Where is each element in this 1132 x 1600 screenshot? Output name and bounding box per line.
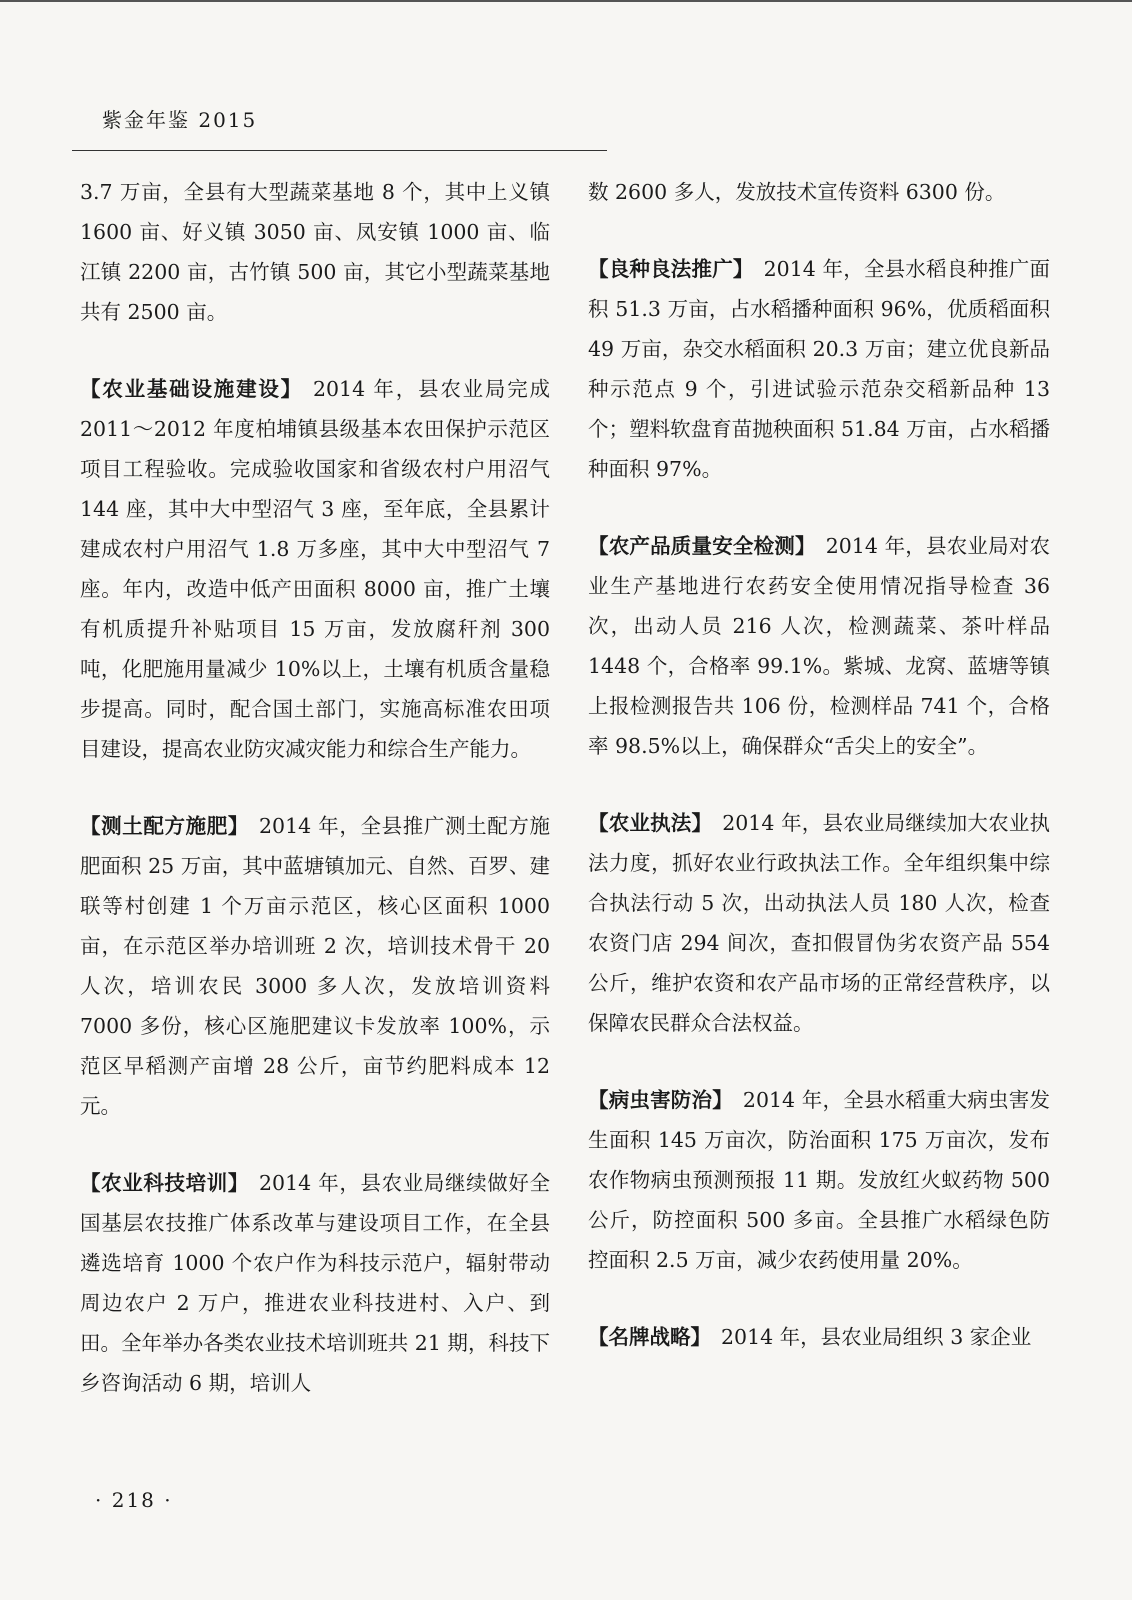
running-header: 紫金年鉴 2015: [102, 108, 258, 132]
paragraph-text: 2014 年，全县推广测土配方施肥面积 25 万亩，其中蓝塘镇加元、自然、百罗、建联等村创建 1 个万亩示范区，核心区面积 1000 亩，在示范区举办培训班 2 次，培训技术骨干 20 人次，培训农民 3000 多人次，发放培训资料 7000 多份，核心区施肥建议卡发放率 100%，示范区早稻测产亩增 28 公斤，亩节约肥料成本 12 元。: [80, 814, 551, 1118]
paragraph: [80, 172, 550, 332]
section-heading: 【病虫害防治】: [588, 1088, 733, 1112]
paragraph-text: 2014 年，县农业局继续做好全国基层农技推广体系改革与建设项目工作，在全县遴选培育 1000 个农户作为科技示范户，辐射带动周边农户 2 万户，推进农业科技进村、入户、到田。全年举办各类农业技术培训班共 21 期，科技下乡咨询活动 6 期，培训人: [80, 1171, 551, 1395]
section-heading: 【农业执法】: [588, 811, 713, 835]
paragraph-text: 2014 年，县农业局组织 3 家企业: [721, 1325, 1032, 1349]
paragraph-text: 2014 年，县农业局完成 2011～2012 年度柏埔镇县级基本农田保护示范区项目工程验收。完成验收国家和省级农村户用沼气 144 座，其中大中型沼气 3 座，至年底，全县累计建成农村户用沼气 1.8 万多座，其中大中型沼气 7 座。年内，改造中低产田面积 8000 亩，推广土壤有机质提升补贴项目 15 万亩，发放腐秆剂 300 吨，化肥施用量减少 10%以上，土壤有机质含量稳步提高。同时，配合国土部门，实施高标准农田项目建设，提高农业防灾减灾能力和综合生产能力。: [80, 377, 551, 761]
paragraph: [588, 172, 1050, 212]
section-heading: 【良种良法推广】: [588, 257, 754, 281]
header-rule: [72, 150, 607, 151]
paragraph: [588, 526, 1050, 766]
section-heading: 【名牌战略】: [588, 1325, 711, 1349]
paragraph-text: 2014 年，县农业局对农业生产基地进行农药安全使用情况指导检查 36 次，出动人员 216 人次，检测蔬菜、茶叶样品 1448 个，合格率 99.1%。紫城、龙窝、蓝塘等镇上报检测报告共 106 份，检测样品 741 个，合格率 98.5%以上，确保群众“舌尖上的安全”。: [588, 534, 1051, 758]
right-column: [588, 172, 1050, 1357]
section-heading: 【农业基础设施建设】: [80, 377, 303, 401]
paragraph: [80, 806, 550, 1126]
paragraph-text: 数 2600 多人，发放技术宣传资料 6300 份。: [588, 180, 1006, 204]
section-heading: 【农产品质量安全检测】: [588, 534, 816, 558]
paragraph-text: 2014 年，县农业局继续加大农业执法力度，抓好农业行政执法工作。全年组织集中综合执法行动 5 次，出动执法人员 180 人次，检查农资门店 294 间次，查扣假冒伪劣农资产品 554 公斤，维护农资和农产品市场的正常经营秩序，以保障农民群众合法权益。: [588, 811, 1051, 1035]
left-column: [80, 172, 550, 1403]
section-heading: 【农业科技培训】: [80, 1171, 249, 1195]
paragraph: [588, 1080, 1050, 1280]
paragraph-text: 3.7 万亩，全县有大型蔬菜基地 8 个，其中上义镇 1600 亩、好义镇 3050 亩、凤安镇 1000 亩、临江镇 2200 亩，古竹镇 500 亩，其它小型蔬菜基地共有 2500 亩。: [80, 180, 550, 324]
paragraph-text: 2014 年，全县水稻良种推广面积 51.3 万亩，占水稻播种面积 96%，优质稻面积 49 万亩，杂交水稻面积 20.3 万亩；建立优良新品种示范点 9 个，引进试验示范杂交稻新品种 13 个；塑料软盘育苗抛秧面积 51.84 万亩，占水稻播种面积 97%。: [588, 257, 1051, 481]
page-number: · 218 ·: [95, 1488, 173, 1512]
paragraph: [588, 249, 1050, 489]
paragraph: [588, 803, 1050, 1043]
section-heading: 【测土配方施肥】: [80, 814, 249, 838]
paragraph-text: 2014 年，全县水稻重大病虫害发生面积 145 万亩次，防治面积 175 万亩次，发布农作物病虫预测预报 11 期。发放红火蚁药物 500 公斤，防控面积 500 多亩。全县推广水稻绿色防控面积 2.5 万亩，减少农药使用量 20%。: [588, 1088, 1051, 1272]
paragraph: [588, 1317, 1050, 1357]
paragraph: [80, 1163, 550, 1403]
paragraph: [80, 369, 550, 769]
page-top-edge: [0, 0, 1132, 2]
